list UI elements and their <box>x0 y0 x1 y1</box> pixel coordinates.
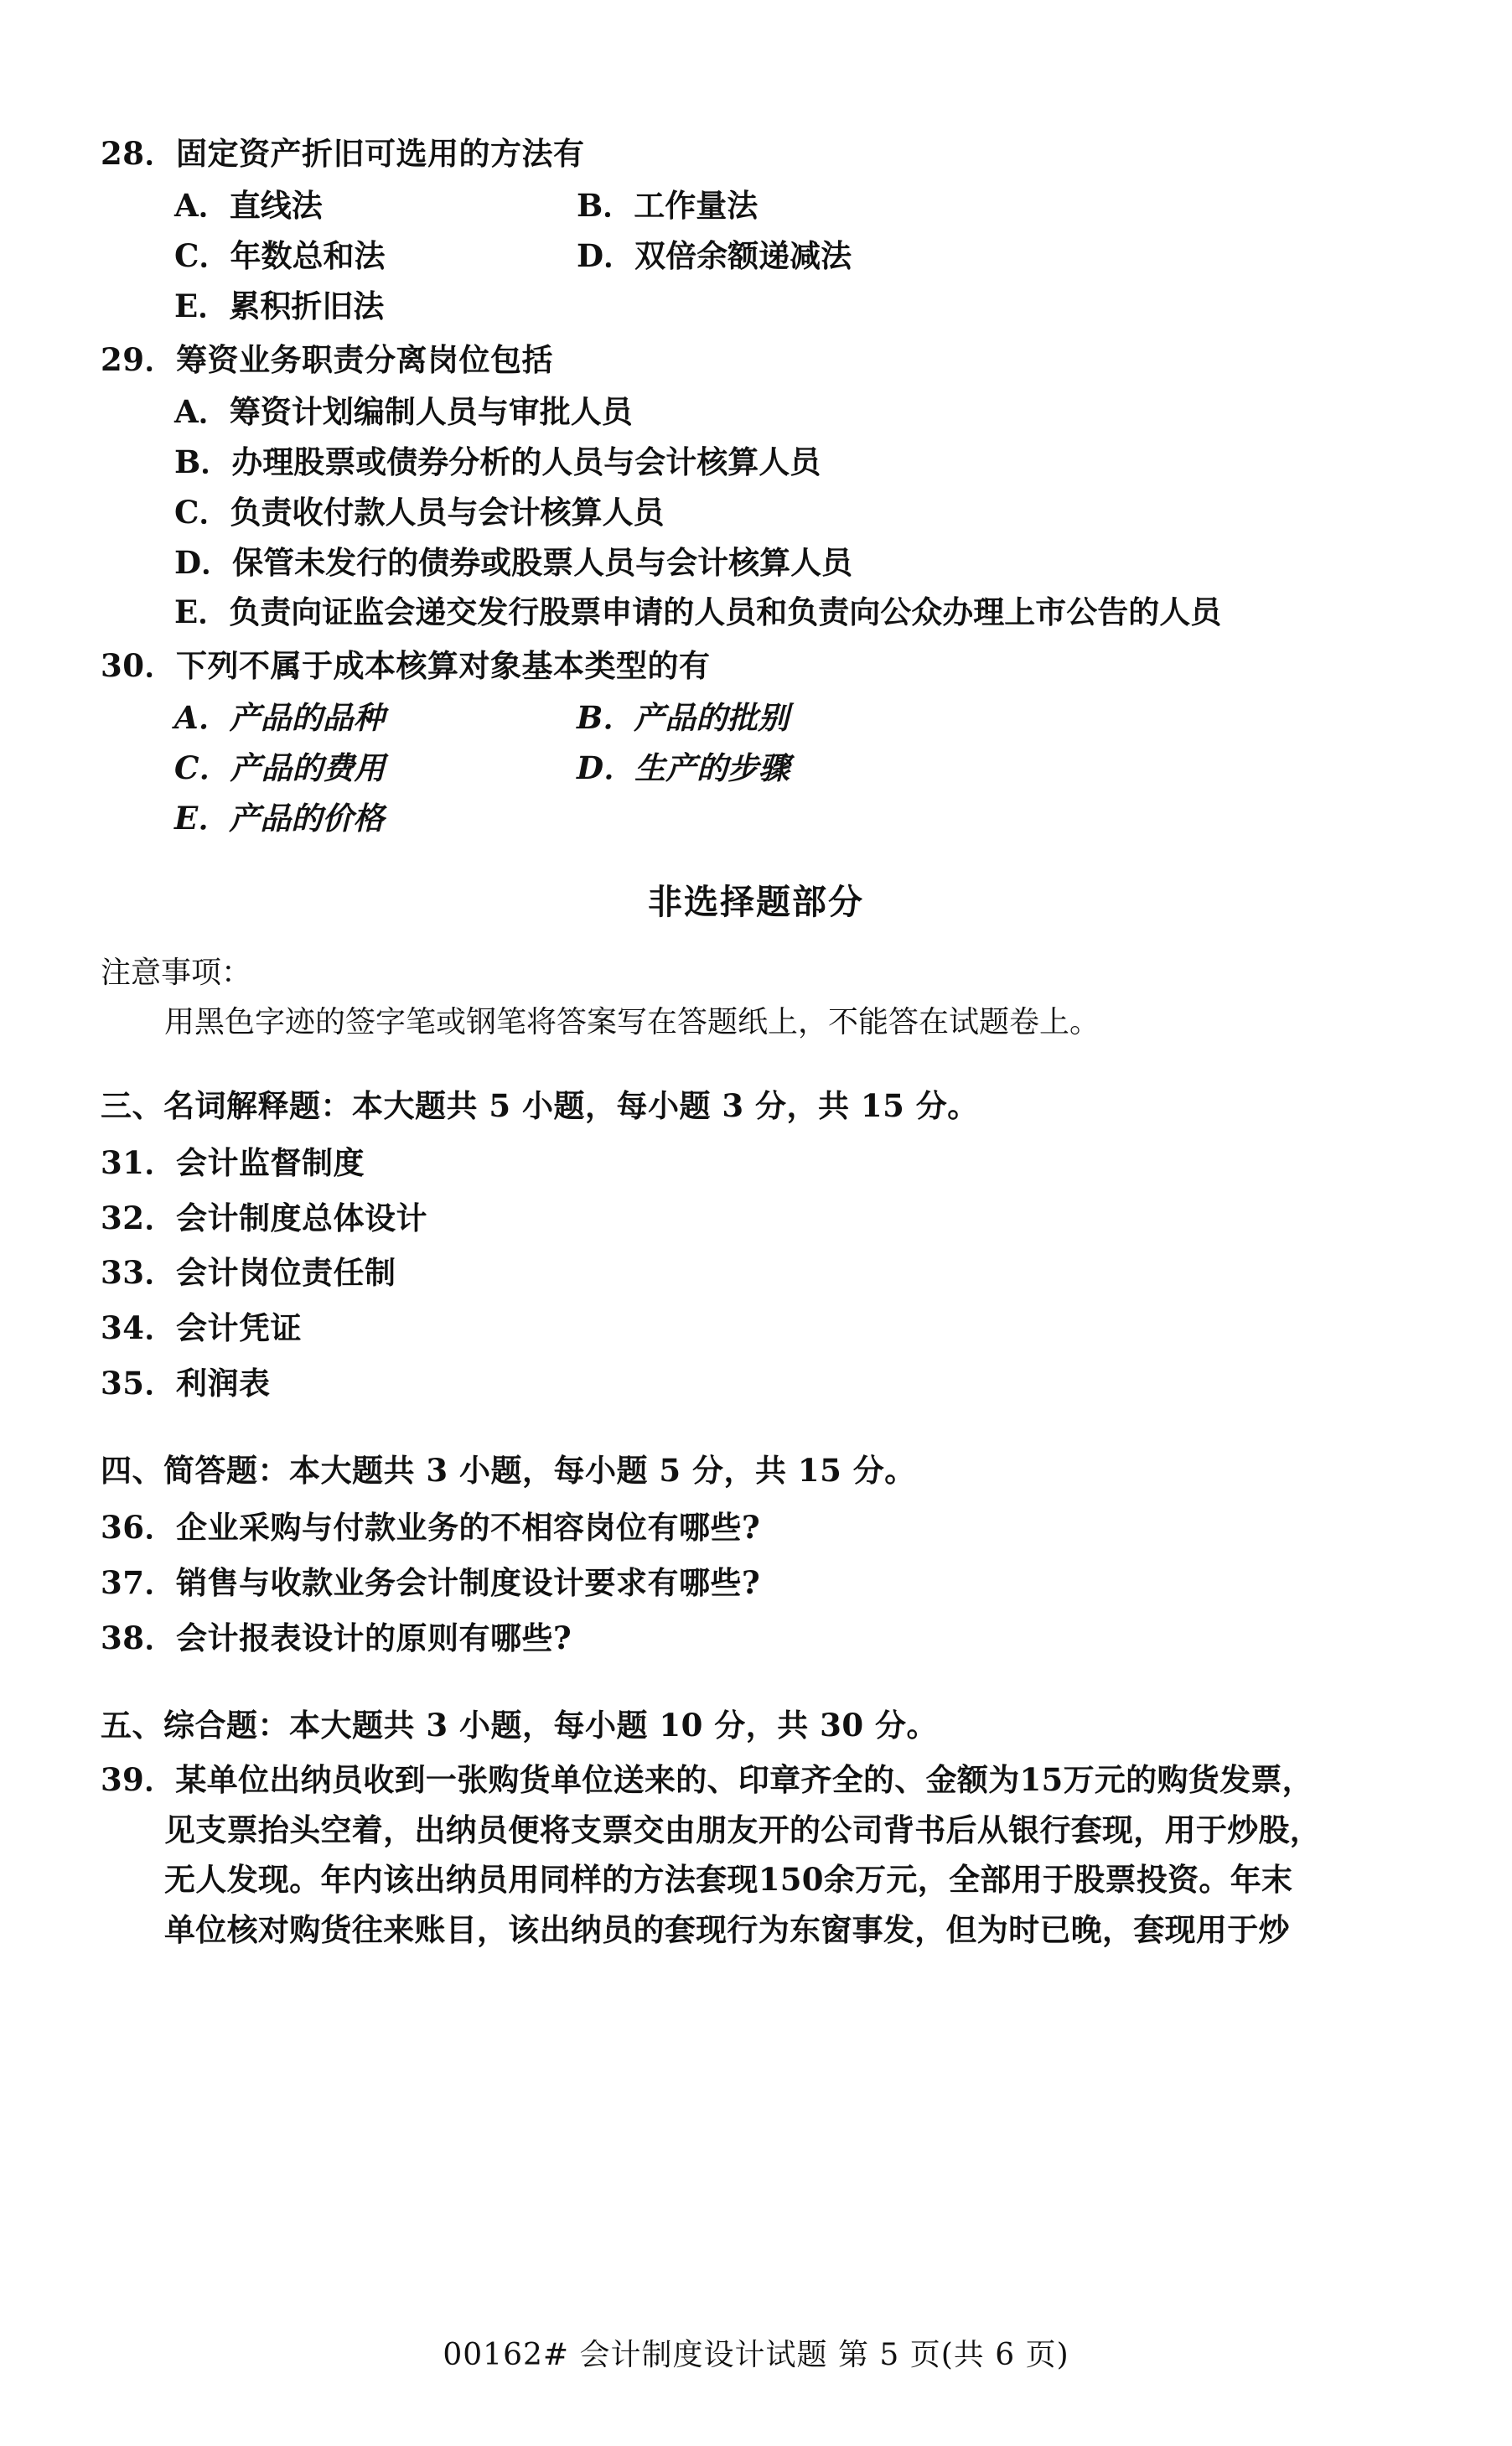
option-30-a: A．产品的品种 <box>174 699 385 737</box>
question-28-stem <box>101 129 1411 179</box>
item-32: 32．会计制度总体设计 <box>101 1199 427 1236</box>
question-30-option-row-2 <box>174 744 1411 794</box>
question-28-number: 28． <box>101 135 176 172</box>
option-28-d: D．双倍余额递减法 <box>577 236 852 274</box>
question-39 <box>101 1755 1411 1956</box>
option-30-c: C．产品的费用 <box>174 749 386 787</box>
option-28-c: C．年数总和法 <box>174 236 386 274</box>
item-35: 35．利润表 <box>101 1365 271 1402</box>
option-29-a: A．筹资计划编制人员与审批人员 <box>174 392 633 430</box>
option-29-e: E．负责向证监会递交发行股票申请的人员和负责向公众办理上市公告的人员 <box>174 593 1222 631</box>
notice-label: 注意事项： <box>101 956 252 991</box>
page-footer: 00162# 会计制度设计试题 第 5 页(共 6 页) <box>443 2338 1069 2372</box>
question-28-text: 固定资产折旧可选用的方法有 <box>176 135 585 172</box>
question-30-number: 30． <box>101 647 176 685</box>
part-4-heading: 四、简答题：本大题共 3 小题，每小题 5 分，共 15 分。 <box>101 1452 916 1490</box>
item-38: 38．会计报表设计的原则有哪些? <box>101 1619 572 1656</box>
option-28-b: B．工作量法 <box>577 186 759 224</box>
question-28-option-row-2 <box>174 231 1411 282</box>
part-5-heading: 五、综合题：本大题共 3 小题，每小题 10 分，共 30 分。 <box>101 1706 939 1744</box>
item-33: 33．会计岗位责任制 <box>101 1254 396 1292</box>
question-30-option-row-1 <box>174 693 1411 744</box>
question-39-line-1 <box>101 1755 1411 1806</box>
question-39-line-3: 无人发现。年内该出纳员用同样的方法套现150余万元，全部用于股票投资。年末 <box>164 1861 1293 1899</box>
item-31: 31．会计监督制度 <box>101 1143 365 1181</box>
item-37: 37．销售与收款业务会计制度设计要求有哪些? <box>101 1563 761 1601</box>
question-29-stem <box>101 335 1411 386</box>
option-30-e: E．产品的价格 <box>174 800 385 837</box>
question-39-line-2: 见支票抬头空着，出纳员便将支票交由朋友开的公司背书后从银行套现，用于炒股， <box>164 1811 1322 1848</box>
question-29-number: 29． <box>101 340 176 378</box>
question-30-stem <box>101 641 1411 692</box>
option-29-d: D．保管未发行的债券或股票人员与会计核算人员 <box>174 543 853 581</box>
question-30-text: 下列不属于成本核算对象基本类型的有 <box>176 647 711 685</box>
item-34: 34．会计凭证 <box>101 1309 302 1347</box>
option-29-b: B．办理股票或债券分析的人员与会计核算人员 <box>174 443 821 480</box>
question-39-line-4: 单位核对购货往来账目，该出纳员的套现行为东窗事发，但为时已晚，套现用于炒 <box>164 1911 1290 1949</box>
question-39-number: 39． <box>101 1760 176 1798</box>
part-3-heading: 三、名词解释题：本大题共 5 小题，每小题 3 分，共 15 分。 <box>101 1086 979 1124</box>
question-28-option-row-1 <box>174 181 1411 231</box>
notice-body: 用黑色字迹的签字笔或钢笔将答案写在答题纸上，不能答在试题卷上。 <box>164 1005 1100 1040</box>
option-30-b: B．产品的批别 <box>577 699 790 737</box>
section-title: 非选择题部分 <box>648 882 864 923</box>
item-36: 36．企业采购与付款业务的不相容岗位有哪些? <box>101 1509 761 1547</box>
question-39-text-1: 某单位出纳员收到一张购货单位送来的、印章齐全的、金额为15万元的购货发票， <box>175 1760 1313 1798</box>
option-28-a: A．直线法 <box>174 186 323 224</box>
question-29-text: 筹资业务职责分离岗位包括 <box>176 340 553 378</box>
option-28-e: E．累积折旧法 <box>174 287 385 324</box>
option-30-d: D．生产的步骤 <box>577 749 790 787</box>
option-29-c: C．负责收付款人员与会计核算人员 <box>174 493 665 531</box>
